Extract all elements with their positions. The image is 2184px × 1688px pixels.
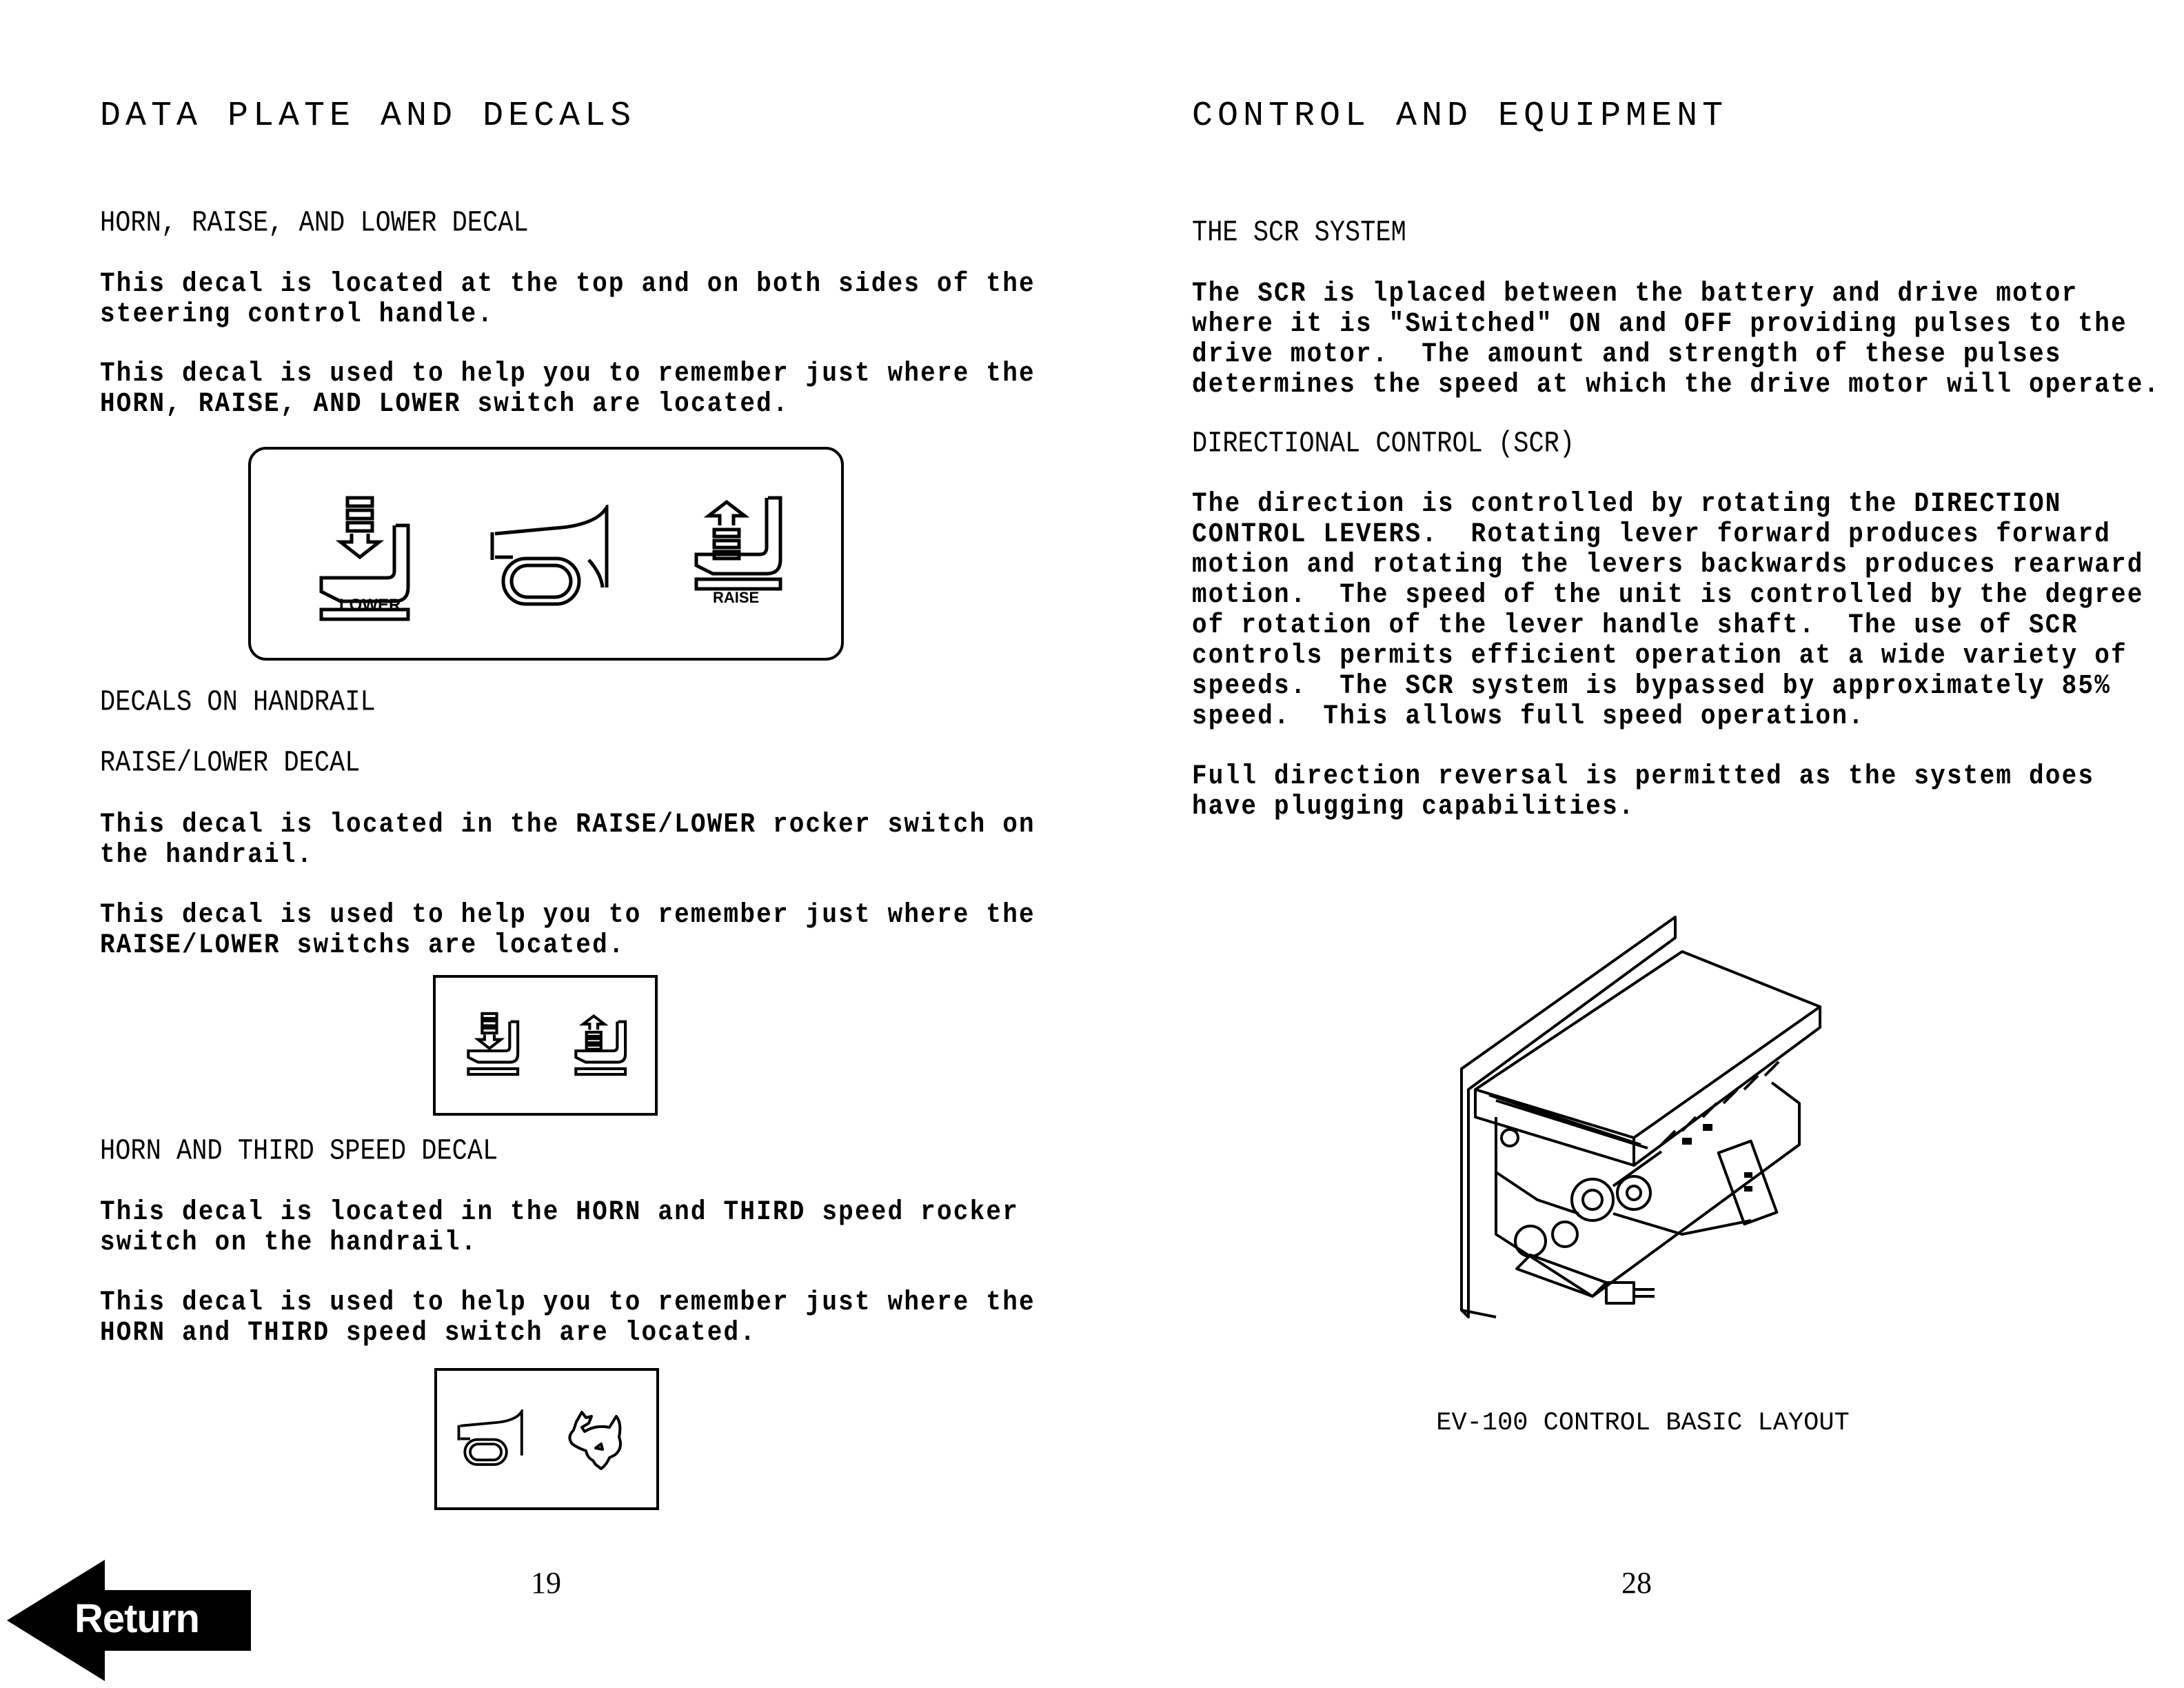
text-line: Full direction reversal is permitted as the system does (1192, 761, 2095, 792)
rabbit-icon (561, 1409, 630, 1473)
paragraph (1192, 760, 2094, 821)
text-line: This decal is located in the HORN and THIRD speed rocker (100, 1196, 1019, 1228)
text-line: determines the speed at which the drive motor will operate. (1192, 369, 2161, 401)
text-line: This decal is located in the RAISE/LOWER rocker switch on (100, 809, 1035, 841)
paragraph (1192, 277, 2160, 399)
section-heading: HORN AND THIRD SPEED DECAL (100, 1135, 498, 1169)
horn-icon (485, 505, 623, 608)
paragraph (100, 1196, 1019, 1256)
section-heading: HORN, RAISE, AND LOWER DECAL (100, 207, 529, 241)
text-line: This decal is used to help you to remember just where the (100, 358, 1035, 390)
text-line: have plugging capabilities. (1192, 791, 1635, 823)
text-line: of rotation of the lever handle shaft. The use of SCR (1192, 610, 2079, 641)
lower-icon (456, 1009, 532, 1078)
paragraph (100, 808, 1035, 869)
paragraph (100, 898, 1035, 959)
horn-icon (455, 1409, 531, 1467)
text-line: CONTROL LEVERS. Rotating lever forward produces forward (1192, 519, 2111, 550)
section-heading: RAISE/LOWER DECAL (100, 747, 361, 781)
section-heading: DECALS ON HANDRAIL (100, 686, 376, 720)
text-line: The SCR is lplaced between the battery and drive motor (1192, 278, 2079, 310)
right-page-title: CONTROL AND EQUIPMENT (1192, 97, 1728, 136)
text-line: RAISE/LOWER switchs are located. (100, 930, 625, 961)
page-number: 19 (531, 1566, 561, 1600)
paragraph (1192, 488, 2144, 730)
section-heading: DIRECTIONAL CONTROL (SCR) (1192, 428, 1575, 461)
raise-lower-decal (433, 975, 658, 1116)
text-line: steering control handle. (100, 299, 494, 330)
text-line: the handrail. (100, 839, 314, 871)
text-line: motion. The speed of the unit is controlled by the degree (1192, 579, 2144, 611)
text-line: motion and rotating the levers backwards produces rearward (1192, 549, 2144, 581)
text-line: The direction is controlled by rotating the DIRECTION (1192, 488, 2062, 520)
paragraph (100, 1286, 1035, 1347)
text-line: speed. This allows full speed operation. (1192, 701, 1865, 732)
text-line: This decal is located at the top and on both sides of the (100, 268, 1035, 300)
raise-icon (564, 1009, 640, 1078)
left-page-title: DATA PLATE AND DECALS (100, 97, 636, 136)
section-heading: THE SCR SYSTEM (1192, 217, 1406, 250)
raise-label: RAISE (713, 589, 760, 606)
paragraph (100, 268, 1035, 328)
text-line: HORN, RAISE, AND LOWER switch are located. (100, 388, 789, 420)
text-line: drive motor. The amount and strength of these pulses (1192, 339, 2062, 370)
text-line: controls permits efficient operation at a wide variety of (1192, 640, 2127, 672)
return-label: Return (74, 1596, 199, 1641)
figure-caption: EV-100 CONTROL BASIC LAYOUT (1436, 1409, 1850, 1438)
text-line: This decal is used to help you to remember just where the (100, 1287, 1035, 1318)
ev100-controller-illustration (1455, 910, 1827, 1324)
horn-raise-lower-decal (248, 447, 844, 661)
lower-label: LOWER (339, 596, 401, 614)
text-line: HORN and THIRD speed switch are located. (100, 1317, 757, 1349)
text-line: where it is "Switched" ON and OFF providing pulses to the (1192, 308, 2127, 340)
text-line: switch on the handrail. (100, 1227, 478, 1258)
text-line: speeds. The SCR system is bypassed by approximately 85% (1192, 670, 2111, 702)
text-line: This decal is used to help you to remember just where the (100, 899, 1035, 931)
paragraph (100, 357, 1035, 418)
page-number: 28 (1621, 1566, 1652, 1600)
return-button[interactable] (7, 1560, 251, 1681)
horn-third-speed-decal (434, 1368, 659, 1510)
